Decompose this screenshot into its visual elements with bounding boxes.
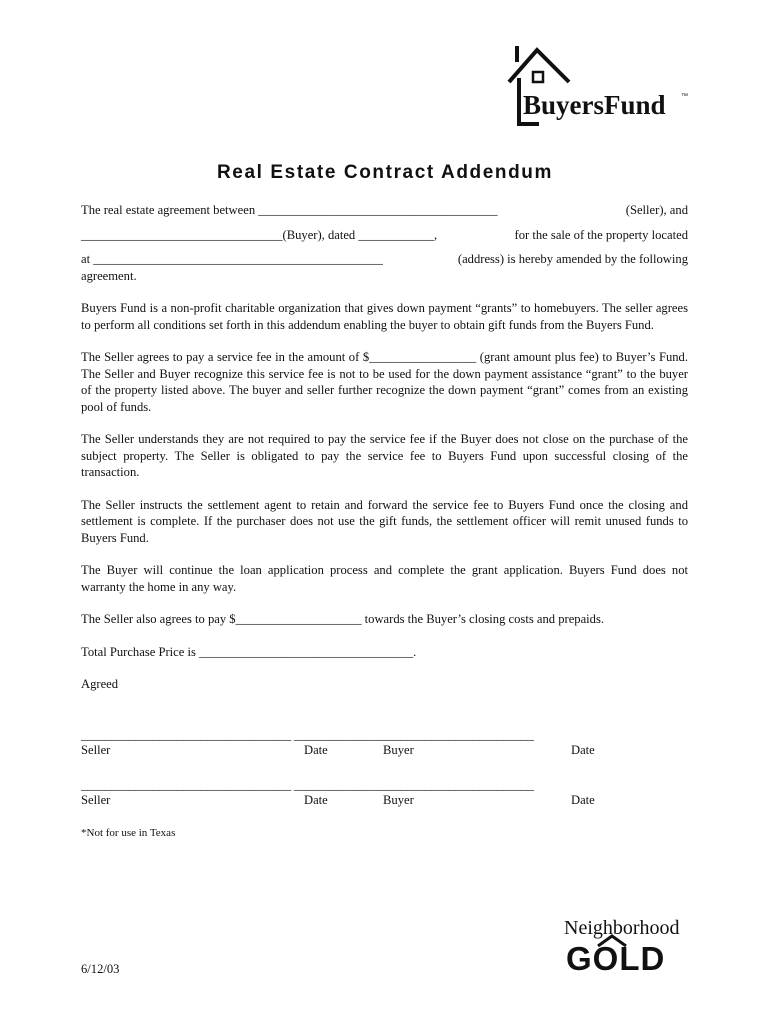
date-label: Date xyxy=(304,793,328,807)
paragraph-loan-application: The Buyer will continue the loan application process and complete the grant application. Buyers Fund does not warranty the home in any way. xyxy=(81,563,688,594)
seller-label: Seller xyxy=(81,793,111,807)
seller-label: Seller xyxy=(81,743,111,757)
intro-line-3: at ______________________________________________ (address) is hereby amended by the following xyxy=(81,252,688,266)
buyer-label: Buyer xyxy=(383,743,414,757)
texas-note: *Not for use in Texas xyxy=(81,827,176,839)
paragraph-closing-costs: The Seller also agrees to pay $____________________ towards the Buyer’s closing costs and prepaids. xyxy=(81,612,605,626)
intro-line-1: The real estate agreement between ______________________________________ (Seller), and xyxy=(81,203,688,217)
signature-lines: ___________________________________ ________________________________________ xyxy=(81,778,534,792)
paragraph-buyers-fund: Buyers Fund is a non-profit charitable organization that gives down payment “grants” to homebuyers. The seller agrees to perform all conditions set forth in this addendum enabling the buyer to obtain gift funds from the Buyers Fund. xyxy=(81,301,688,332)
document-body xyxy=(81,202,688,709)
buyer-label: Buyer xyxy=(383,793,414,807)
intro-line-4: agreement. xyxy=(81,268,137,283)
intro-line-2: ________________________________(Buyer), dated ____________, for the sale of the property located xyxy=(81,227,688,242)
paragraph-settlement: The Seller instructs the settlement agent to retain and forward the service fee to Buyers Fund once the closing and settlement is complete. If the purchaser does not use the gift funds, the settlement officer will remit unused funds to Buyers Fund. xyxy=(81,497,688,545)
paragraph-fee-obligation: The Seller understands they are not required to pay the service fee if the Buyer does not close on the purchase of the subject property. The Seller is obligated to pay the service fee to Buyers Fund upon successful closing of the transaction. xyxy=(81,432,688,479)
signature-lines: ___________________________________ ________________________________________ xyxy=(81,728,534,742)
logo-bottom-text: GOLD xyxy=(566,940,666,974)
brand-name: BuyersFund xyxy=(523,90,666,120)
trademark-mark: ™ xyxy=(681,93,688,100)
neighborhood-gold-icon xyxy=(560,916,690,974)
document-title: Real Estate Contract Addendum xyxy=(216,162,554,183)
paragraph-total-price: Total Purchase Price is __________________________________. xyxy=(81,644,417,659)
logo-top-text: Neighborhood xyxy=(564,917,680,939)
neighborhood-gold-logo xyxy=(560,916,690,974)
date-label: Date xyxy=(304,743,328,757)
signature-block-2 xyxy=(81,778,595,809)
signature-block-1 xyxy=(81,728,595,759)
date-label: Date xyxy=(571,793,595,807)
revision-date: 6/12/03 xyxy=(81,962,120,976)
agreed-label: Agreed xyxy=(81,677,119,691)
paragraph-service-fee: The Seller agrees to pay a service fee in the amount of $_________________ (grant amount plus fee) to Buyer’s Fund. The Seller and Buyer recognize this service fee is not to be used for the down payment assistance “grant” to the buyer of the property listed above. The buyer and seller further recognize the down payment “grant” comes from an existing pool of funds. xyxy=(81,350,688,414)
date-label: Date xyxy=(571,743,595,757)
buyersfund-logo xyxy=(505,42,695,134)
house-logo-icon xyxy=(505,42,695,134)
